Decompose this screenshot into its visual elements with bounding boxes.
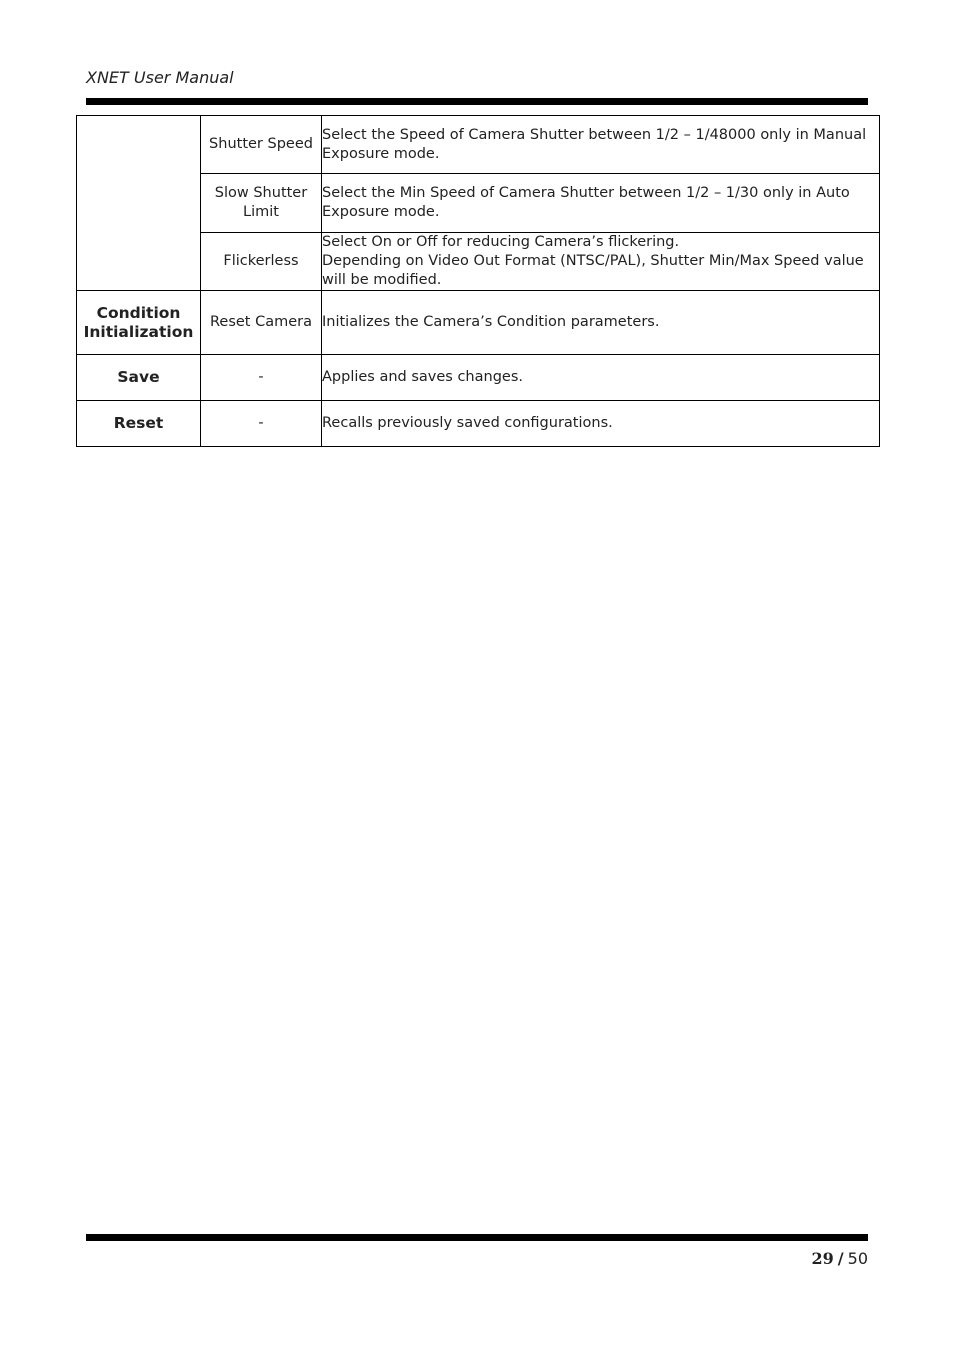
- item-cell: -: [201, 355, 322, 401]
- settings-table: [76, 115, 880, 447]
- document-header-title: XNET User Manual: [86, 68, 234, 87]
- description-line: Initializes the Camera’s Condition parameters.: [322, 314, 660, 330]
- description-line: Recalls previously saved configurations.: [322, 415, 613, 431]
- description-cell: [322, 116, 880, 174]
- group-cell: Condition Initialization: [77, 291, 201, 355]
- description-line: Select the Min Speed of Camera Shutter between 1/2 – 1/30 only in Auto Exposure mode.: [322, 185, 850, 220]
- table-row: [77, 355, 880, 401]
- table-row: [77, 401, 880, 447]
- description-cell: [322, 233, 880, 291]
- description-line: Select On or Off for reducing Camera’s flickering.: [322, 234, 680, 250]
- item-cell: Flickerless: [201, 233, 322, 291]
- description-cell: [322, 291, 880, 355]
- description-line: Select the Speed of Camera Shutter between 1/2 – 1/48000 only in Manual Exposure mode.: [322, 126, 867, 162]
- table-row: [77, 291, 880, 355]
- header-rule: [86, 98, 868, 105]
- group-cell-empty: [77, 116, 201, 291]
- footer-rule: [86, 1234, 868, 1241]
- group-cell: Save: [77, 355, 201, 401]
- description-cell: [322, 174, 880, 233]
- page-separator: /: [837, 1249, 844, 1268]
- current-page: 29: [811, 1249, 834, 1268]
- item-cell: -: [201, 401, 322, 447]
- description-line: Depending on Video Out Format (NTSC/PAL), Shutter Min/Max Speed value will be modified.: [322, 253, 864, 288]
- total-pages: 50: [847, 1249, 868, 1268]
- description-line: Applies and saves changes.: [322, 369, 523, 385]
- description-cell: [322, 355, 880, 401]
- item-cell: Shutter Speed: [201, 116, 322, 174]
- description-cell: [322, 401, 880, 447]
- table-row: [77, 116, 880, 174]
- page-number: [812, 1249, 868, 1268]
- item-cell: Slow Shutter Limit: [201, 174, 322, 233]
- item-cell: Reset Camera: [201, 291, 322, 355]
- group-cell: Reset: [77, 401, 201, 447]
